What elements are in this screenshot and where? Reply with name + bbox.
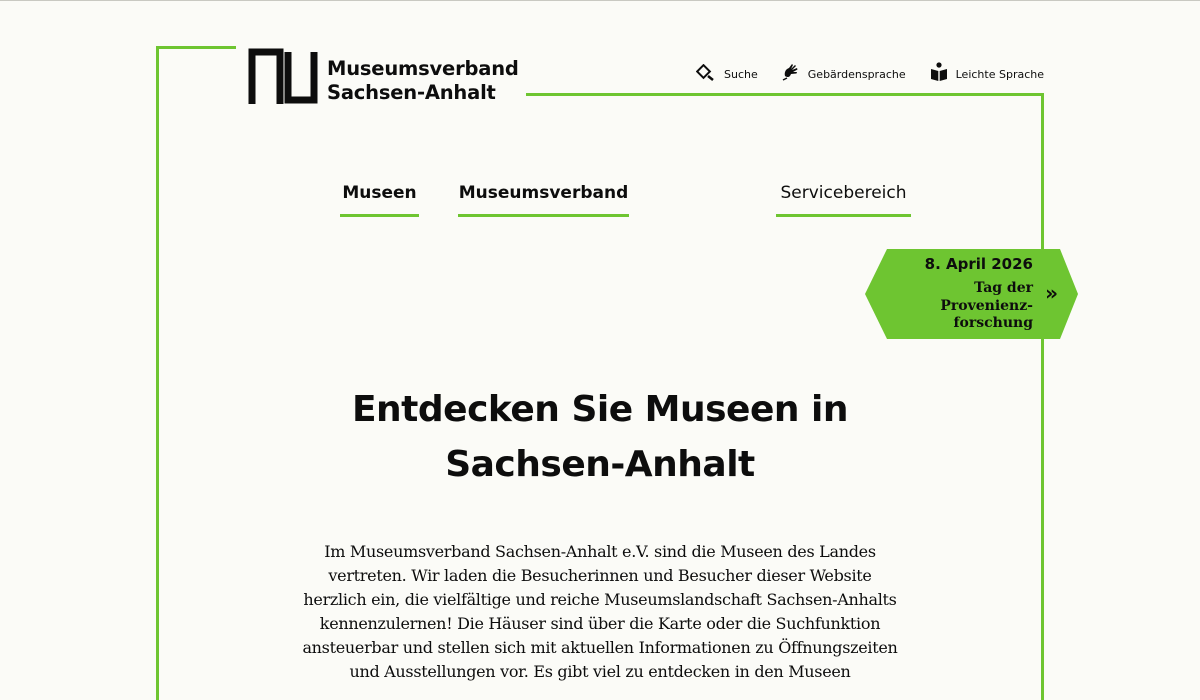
- frame-line-top: [156, 46, 236, 49]
- search-link-label: Suche: [724, 68, 758, 81]
- main-navigation: [0, 180, 1200, 220]
- logo-line-2: Sachsen-Anhalt: [327, 81, 496, 104]
- sign-language-link[interactable]: [782, 62, 906, 82]
- sign-language-icon: [782, 62, 800, 82]
- frame-line-top-right: [524, 93, 1044, 96]
- museumsverband-logo-icon: [248, 48, 318, 106]
- intro-text: Im Museumsverband Sachsen-Anhalt e.V. sind die Museen des Landes vertreten. Wir laden die Besucherinnen und Besucher dieser Website herzlich ein, die vielfältige und reiche Museumslandschaft Sachsen-Anhalts kennenzulernen! Die Häuser sind über die Karte oder die Suchfunktion ansteuerbar und stellen sich mit aktuellen Informationen zu Öffnungszeiten und Ausstellungen vor. Es gibt viel zu entdecken in den Museen: [302, 542, 898, 681]
- search-link[interactable]: [696, 64, 758, 82]
- easy-language-icon: [930, 62, 948, 82]
- service-links: [696, 62, 1044, 82]
- nav-item-servicebereich[interactable]: Servicebereich: [776, 180, 911, 217]
- event-date: 8. April 2026: [924, 255, 1033, 273]
- nav-item-museen[interactable]: Museen: [340, 180, 419, 217]
- easy-language-link[interactable]: [930, 62, 1044, 82]
- double-chevron-right-icon: »: [1045, 281, 1058, 305]
- page-title: Entdecken Sie Museen in Sachsen-Anhalt: [351, 389, 849, 485]
- logo-line-1: Museumsverband: [327, 57, 519, 80]
- logo-text: [327, 57, 519, 105]
- event-teaser[interactable]: [865, 249, 1078, 339]
- search-icon: [696, 64, 716, 82]
- site-logo[interactable]: [238, 46, 526, 108]
- easy-language-link-label: Leichte Sprache: [955, 68, 1044, 81]
- sign-language-link-label: Gebärdensprache: [807, 68, 906, 81]
- top-divider: [0, 0, 1200, 1]
- frame-line-left: [156, 46, 159, 700]
- nav-item-museumsverband[interactable]: Museumsverband: [458, 180, 629, 217]
- event-title: Tag der Provenienz-forschung: [940, 280, 1033, 331]
